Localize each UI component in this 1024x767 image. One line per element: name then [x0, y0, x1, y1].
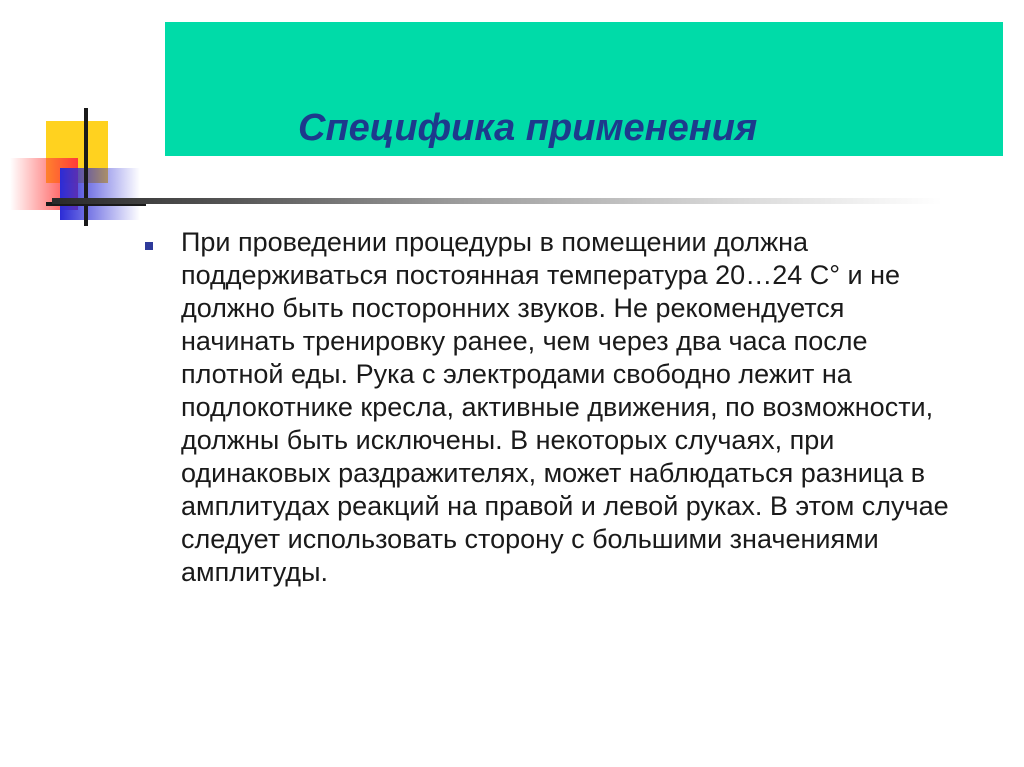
color-blocks-logo-icon	[0, 100, 160, 230]
square-bullet-icon	[145, 242, 153, 250]
title-divider	[52, 198, 942, 204]
bullet-text: При проведении процедуры в помещении должна поддерживаться постоянная температура 20…24 С° и не должно быть посторонних звуков. Не рекомендуется начинать тренировку ранее, чем через два часа после плотной еды. Рука с электродами свободно лежит на подлокотнике кресла, активные движения, по возможности, должны быть исключены. В некоторых случаях, при одинаковых раздражителях, может наблюдаться разница в амплитудах реакций на правой и левой руках. В этом случае следует использовать сторону с большими значениями амплитуды.	[181, 227, 949, 587]
slide-title: Специфика применения	[298, 107, 758, 149]
